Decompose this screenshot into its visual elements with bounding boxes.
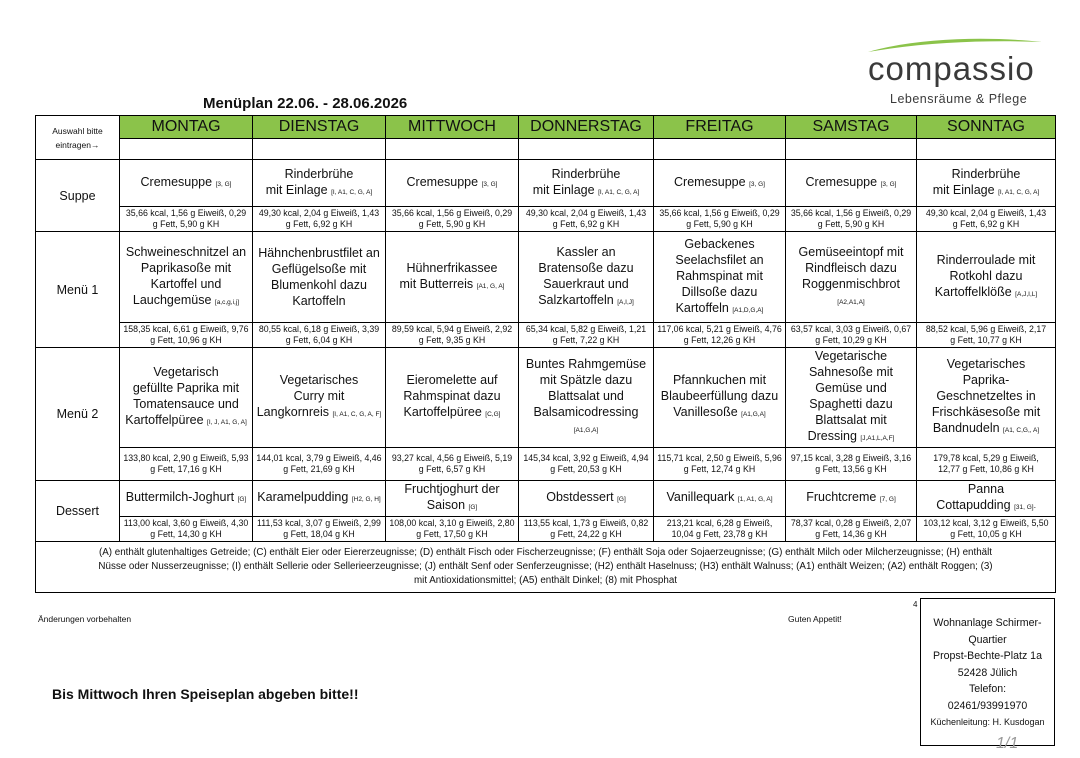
dish-text: Vegetarisch — [153, 365, 219, 379]
dish-text: Eieromelette auf — [406, 373, 498, 387]
dish-text: Buttermilch-Joghurt — [125, 490, 235, 504]
dish-text: Hühnerfrikassee — [406, 260, 498, 275]
allergen-codes: [G] — [468, 504, 478, 511]
nutrition-cell — [786, 323, 917, 348]
dish-cell — [917, 160, 1056, 207]
dish-cell — [120, 160, 253, 207]
nutrition-text: 133,80 kcal, 2,90 g Eiweiß, 5,93 — [123, 453, 249, 463]
dish-text: Roggenmischbrot — [802, 276, 900, 291]
dish-text: Sauerkraut und — [543, 276, 629, 291]
nutrition-text: g Fett, 7,22 g KH — [552, 335, 620, 345]
dish-cell — [386, 348, 519, 448]
nutrition-text: g Fett, 14,36 g KH — [815, 529, 887, 539]
dish-text: Lauchgemüse — [132, 292, 212, 307]
dish-text: gefüllte Paprika mit — [132, 381, 240, 395]
day-header: DONNERSTAG — [519, 116, 654, 139]
nutrition-text: g Fett, 20,53 g KH — [550, 464, 622, 474]
allergen-codes: [I, A1, C, G, A, F] — [332, 411, 382, 418]
dish-text: Rinderroulade mit — [936, 252, 1036, 267]
nutrition-row — [36, 448, 1056, 481]
dish-text: Obstdessert — [546, 490, 614, 504]
dish-text: Cremesuppe — [674, 174, 746, 189]
nutrition-text: g Fett, 6,92 g KH — [952, 219, 1020, 229]
dish-row — [36, 160, 1056, 207]
dish-text: Vegetarisches — [279, 373, 359, 387]
nutrition-text: g Fett, 12,74 g KH — [683, 464, 756, 474]
day-header: DIENSTAG — [253, 116, 386, 139]
selection-entry-cell[interactable] — [917, 139, 1056, 160]
dish-cell — [253, 232, 386, 323]
dish-text: Geflügelsoße mit — [271, 262, 367, 276]
allergen-codes: [A,I,J] — [617, 298, 634, 306]
nutrition-text: g Fett, 10,77 g KH — [950, 335, 1022, 345]
address-box — [920, 598, 1055, 746]
selection-hint-text: eintragen→ — [55, 139, 100, 150]
allergen-codes: [I, J, A1, G, A] — [207, 419, 247, 426]
selection-hint-text: Auswahl bitte — [52, 125, 103, 136]
dish-text: Saison — [426, 498, 466, 512]
allergen-codes: [G] — [237, 496, 247, 503]
dish-text: mit Spätzle dazu — [539, 373, 633, 387]
selection-entry-cell[interactable] — [120, 139, 253, 160]
nutrition-text: g Fett, 10,96 g KH — [150, 335, 222, 345]
dish-text: Paprika- — [962, 373, 1010, 387]
dish-text: Kartoffelpüree — [125, 413, 204, 427]
nutrition-text: g Fett, 21,69 g KH — [283, 464, 355, 474]
dish-text: Cremesuppe — [805, 174, 878, 189]
dish-row — [36, 348, 1056, 448]
nutrition-text: 10,04 g Fett, 23,78 g KH — [671, 529, 768, 539]
nutrition-text: 35,66 kcal, 1,56 g Eiweiß, 0,29 — [790, 208, 912, 218]
page-title: Menüplan 22.06. - 28.06.2026 — [203, 95, 408, 112]
row-label: Dessert — [36, 481, 120, 542]
dish-text: Curry mit — [293, 389, 345, 403]
dish-cell — [786, 348, 917, 448]
address-line: Quartier — [968, 633, 1007, 646]
dish-text: Kassler an — [556, 244, 616, 259]
allergen-codes: [A1, G, A] — [476, 282, 505, 290]
legend-line: mit Antioxidationsmittel; (A5) enthält Dinkel; (8) mit Phosphat — [414, 575, 677, 586]
nutrition-row — [36, 207, 1056, 232]
nutrition-cell — [386, 207, 519, 232]
allergen-codes: [A1, C,G,, A] — [1003, 427, 1040, 434]
allergen-codes: [A1,G,A] — [741, 411, 766, 418]
legend-line: (A) enthält glutenhaltiges Getreide; (C) enthält Eier oder Eiererzeugnisse; (D) enthält Fisch oder Fischerzeugnisse; (F) enthält Soja oder Sojaerzeugnisse; (G) enthält Milch oder Milcherzeugnisse; (H) enthält — [98, 547, 993, 558]
header-row — [36, 116, 1056, 139]
kitchen-manager: Küchenleitung: H. Kusdogan — [930, 717, 1045, 727]
nutrition-cell — [917, 448, 1056, 481]
dish-text: Seelachsfilet an — [675, 252, 764, 267]
dish-cell — [917, 232, 1056, 323]
allergen-codes: [1, A1, G, A] — [737, 496, 773, 503]
allergen-codes: [I, A1, C, G, A] — [998, 188, 1040, 196]
changes-note: Änderungen vorbehalten — [38, 614, 132, 624]
nutrition-cell — [917, 517, 1056, 542]
nutrition-text: 115,71 kcal, 2,50 g Eiweiß, 5,96 — [657, 453, 782, 463]
dish-text: Kartoffeln — [292, 294, 346, 308]
dish-text: Panna — [967, 482, 1005, 496]
dish-text: Kartoffelklöße — [934, 284, 1012, 299]
nutrition-cell — [654, 448, 786, 481]
dish-text: mit Einlage — [932, 182, 995, 197]
nutrition-cell — [253, 448, 386, 481]
nutrition-cell — [120, 207, 253, 232]
nutrition-text: 145,34 kcal, 3,92 g Eiweiß, 4,94 — [523, 453, 649, 463]
dish-text: Cremesuppe — [406, 174, 479, 189]
nutrition-text: g Fett, 9,35 g KH — [418, 335, 486, 345]
dish-text: Geschnetzeltes in — [936, 389, 1036, 403]
dish-text: Langkornreis — [256, 405, 329, 419]
allergen-codes: [7, G] — [879, 496, 896, 503]
dish-cell — [519, 481, 654, 517]
dish-cell — [253, 160, 386, 207]
dish-text: Blaubeerfüllung dazu — [660, 389, 779, 403]
nutrition-text: 117,06 kcal, 5,21 g Eiweiß, 4,76 — [657, 324, 782, 334]
dish-cell — [917, 348, 1056, 448]
page-number: 4 — [913, 600, 918, 609]
nutrition-text: g Fett, 12,26 g KH — [683, 335, 756, 345]
dish-text: Dressing — [807, 429, 857, 443]
dish-text: Dillsoße dazu — [681, 284, 758, 299]
address-line: 02461/93991970 — [947, 699, 1028, 712]
day-header: FREITAG — [654, 116, 786, 139]
dish-cell — [786, 481, 917, 517]
dish-text: Cottapudding — [936, 498, 1011, 512]
day-header: SAMSTAG — [786, 116, 917, 139]
nutrition-text: g Fett, 5,90 g KH — [686, 219, 753, 229]
nutrition-cell — [519, 448, 654, 481]
dish-text: Rinderbrühe — [551, 166, 621, 181]
nutrition-row — [36, 517, 1056, 542]
dish-cell — [253, 481, 386, 517]
dish-text: Paprikasoße mit — [140, 260, 232, 275]
address-line: Telefon: — [968, 683, 1007, 695]
nutrition-text: 113,55 kcal, 1,73 g Eiweiß, 0,82 — [523, 518, 649, 528]
dish-cell — [786, 232, 917, 323]
allergen-codes: [3, G] — [880, 180, 897, 188]
legend-row — [36, 542, 1056, 593]
nutrition-cell — [386, 448, 519, 481]
nutrition-text: 12,77 g Fett, 10,86 g KH — [938, 464, 1034, 474]
dish-cell — [786, 160, 917, 207]
dish-cell — [654, 160, 786, 207]
allergen-codes: [3, G] — [481, 180, 498, 188]
nutrition-cell — [786, 517, 917, 542]
dish-cell — [386, 481, 519, 517]
nutrition-cell — [917, 323, 1056, 348]
selection-entry-cell[interactable] — [519, 139, 654, 160]
dish-text: Balsamicodressing — [533, 405, 639, 419]
allergen-codes: [31, G]- — [1014, 504, 1036, 511]
allergen-codes: [I, A1, C, G, A] — [331, 188, 373, 196]
dish-text: Frischkäsesoße mit — [931, 405, 1041, 419]
nutrition-text: g Fett, 6,04 g KH — [285, 335, 353, 345]
allergen-codes: [I, A1, C, G, A] — [598, 188, 640, 196]
dish-text: Blattsalat und — [548, 389, 624, 403]
dish-text: Spaghetti dazu — [809, 397, 893, 411]
nutrition-text: g Fett, 10,05 g KH — [950, 529, 1022, 539]
dish-text: Rotkohl dazu — [949, 268, 1023, 283]
nutrition-text: 88,52 kcal, 5,96 g Eiweiß, 2,17 — [925, 324, 1047, 334]
dish-text: Rahmspinat mit — [676, 268, 763, 283]
nutrition-text: g Fett, 5,90 g KH — [817, 219, 885, 229]
dish-cell — [654, 232, 786, 323]
dish-text: Bratensoße dazu — [538, 260, 634, 275]
nutrition-text: 111,53 kcal, 3,07 g Eiweiß, 2,99 — [257, 518, 381, 528]
allergen-codes: [J,A1,L,A,F] — [860, 435, 895, 442]
selection-entry-cell[interactable] — [654, 139, 786, 160]
day-header: MONTAG — [120, 116, 253, 139]
nutrition-text: 144,01 kcal, 3,79 g Eiweiß, 4,46 — [256, 453, 382, 463]
dish-text: Rahmspinat dazu — [403, 389, 501, 403]
nutrition-text: g Fett, 14,30 g KH — [150, 529, 222, 539]
row-label: Suppe — [36, 160, 120, 232]
dish-text: Buntes Rahmgemüse — [525, 357, 647, 371]
dish-text: mit Einlage — [532, 182, 595, 197]
nutrition-cell — [519, 517, 654, 542]
nutrition-cell — [120, 323, 253, 348]
row-label: Menü 2 — [36, 348, 120, 481]
dish-text: Blattsalat mit — [815, 413, 887, 427]
allergen-codes: [A1,D,G,A] — [732, 306, 764, 314]
dish-text: Gebackenes — [684, 236, 755, 251]
nutrition-text: 89,59 kcal, 5,94 g Eiweiß, 2,92 — [391, 324, 513, 334]
allergen-codes: [A2,A1,A] — [837, 298, 865, 306]
dish-cell — [253, 348, 386, 448]
dish-cell — [519, 348, 654, 448]
nutrition-text: g Fett, 6,92 g KH — [285, 219, 353, 229]
logo-tagline: Lebensräume & Pflege — [890, 92, 1028, 106]
nutrition-text: 49,30 kcal, 2,04 g Eiweiß, 1,43 — [525, 208, 647, 218]
dish-row — [36, 232, 1056, 323]
dish-cell — [654, 348, 786, 448]
dish-cell — [386, 232, 519, 323]
nutrition-text: 49,30 kcal, 2,04 g Eiweiß, 1,43 — [258, 208, 380, 218]
nutrition-cell — [654, 323, 786, 348]
logo-wordmark: compassio — [868, 50, 1035, 87]
dish-cell — [120, 348, 253, 448]
dish-text: Fruchtcreme — [806, 490, 877, 504]
selection-entry-cell[interactable] — [386, 139, 519, 160]
nutrition-cell — [917, 207, 1056, 232]
nutrition-text: 49,30 kcal, 2,04 g Eiweiß, 1,43 — [925, 208, 1047, 218]
nutrition-text: g Fett, 17,16 g KH — [150, 464, 222, 474]
nutrition-text: 93,27 kcal, 4,56 g Eiweiß, 5,19 — [391, 453, 513, 463]
allergen-codes: [a,c,g,i,j] — [214, 298, 240, 306]
dish-text: Schweineschnitzel an — [125, 244, 247, 259]
nutrition-cell — [786, 448, 917, 481]
nutrition-text: g Fett, 5,90 g KH — [152, 219, 220, 229]
dish-text: Rindfleisch dazu — [805, 260, 897, 275]
nutrition-text: g Fett, 5,90 g KH — [418, 219, 486, 229]
dish-text: Gemüse und — [815, 381, 887, 395]
nutrition-text: 35,66 kcal, 1,56 g Eiweiß, 0,29 — [125, 208, 247, 218]
nutrition-cell — [120, 448, 253, 481]
dish-cell — [120, 232, 253, 323]
nutrition-cell — [519, 323, 654, 348]
nutrition-text: g Fett, 13,56 g KH — [815, 464, 887, 474]
nutrition-cell — [253, 207, 386, 232]
nutrition-text: g Fett, 10,29 g KH — [815, 335, 887, 345]
dish-text: Blumenkohl dazu — [271, 278, 367, 292]
dish-text: Cremesuppe — [140, 174, 213, 189]
nutrition-cell — [786, 207, 917, 232]
nutrition-cell — [386, 517, 519, 542]
nutrition-text: g Fett, 18,04 g KH — [283, 529, 355, 539]
nutrition-text: 80,55 kcal, 6,18 g Eiweiß, 3,39 — [258, 324, 380, 334]
day-header: SONNTAG — [917, 116, 1056, 139]
nutrition-cell — [253, 517, 386, 542]
dish-text: Bandnudeln — [932, 421, 1000, 435]
nutrition-text: 65,34 kcal, 5,82 g Eiweiß, 1,21 — [525, 324, 647, 334]
dish-text: Kartoffel und — [150, 276, 222, 291]
allergen-codes: [A,J,I,L] — [1015, 290, 1038, 298]
nutrition-cell — [654, 207, 786, 232]
allergen-codes: [H2, G, H] — [351, 496, 381, 503]
dish-text: Gemüseeintopf mit — [798, 244, 904, 259]
day-header: MITTWOCH — [386, 116, 519, 139]
selection-hint-cell — [36, 116, 120, 160]
nutrition-text: 35,66 kcal, 1,56 g Eiweiß, 0,29 — [391, 208, 513, 218]
dish-text: Vegetarisches — [946, 357, 1026, 371]
nutrition-text: 78,37 kcal, 0,28 g Eiweiß, 2,07 — [790, 518, 912, 528]
dish-cell — [654, 481, 786, 517]
address-line: Wohnanlage Schirmer- — [933, 617, 1042, 629]
allergen-codes: [G] — [617, 496, 626, 503]
dish-text: Vanillesoße — [673, 405, 738, 419]
nutrition-cell — [120, 517, 253, 542]
dish-text: Rinderbrühe — [951, 166, 1021, 181]
page-mark: 1/1 — [996, 735, 1019, 752]
selection-entry-cell[interactable] — [253, 139, 386, 160]
dish-text: Kartoffeln — [675, 300, 729, 315]
nutrition-text: 213,21 kcal, 6,28 g Eiweiß, — [666, 518, 773, 528]
selection-row — [36, 139, 1056, 160]
allergen-legend — [36, 542, 1056, 593]
nutrition-row — [36, 323, 1056, 348]
dish-text: Salzkartoffeln — [538, 292, 614, 307]
dish-text: Vanillequark — [666, 490, 735, 504]
dish-text: Kartoffelpüree — [403, 405, 482, 419]
dish-text: Karamelpudding — [257, 490, 349, 504]
nutrition-text: 158,35 kcal, 6,61 g Eiweiß, 9,76 — [123, 324, 249, 334]
dish-text: Fruchtjoghurt der — [404, 482, 500, 496]
nutrition-cell — [253, 323, 386, 348]
allergen-codes: [C,G] — [485, 411, 501, 418]
allergen-codes: [3, G] — [215, 180, 232, 188]
dish-text: mit Butterreis — [399, 276, 474, 291]
nutrition-text: 103,12 kcal, 3,12 g Eiweiß, 5,50 — [923, 518, 1049, 528]
nutrition-text: 35,66 kcal, 1,56 g Eiweiß, 0,29 — [659, 208, 780, 218]
dish-text: Sahnesoße mit — [808, 365, 894, 379]
nutrition-cell — [519, 207, 654, 232]
allergen-codes: [3, G] — [749, 180, 765, 188]
nutrition-text: 63,57 kcal, 3,03 g Eiweiß, 0,67 — [790, 324, 912, 334]
selection-entry-cell[interactable] — [786, 139, 917, 160]
nutrition-text: 113,00 kcal, 3,60 g Eiweiß, 4,30 — [123, 518, 249, 528]
nutrition-text: g Fett, 24,22 g KH — [550, 529, 622, 539]
dish-cell — [120, 481, 253, 517]
dish-cell — [917, 481, 1056, 517]
dish-text: Hähnchenbrustfilet an — [258, 246, 380, 260]
dish-cell — [519, 160, 654, 207]
address-line: 52428 Jülich — [957, 666, 1018, 679]
row-label: Menü 1 — [36, 232, 120, 348]
nutrition-text: g Fett, 17,50 g KH — [416, 529, 488, 539]
nutrition-text: 97,15 kcal, 3,28 g Eiweiß, 3,16 — [790, 453, 912, 463]
nutrition-text: 179,78 kcal, 5,29 g Eiweiß, — [933, 453, 1039, 463]
nutrition-text: g Fett, 6,92 g KH — [552, 219, 620, 229]
allergen-codes: [A1,G,A] — [573, 427, 599, 434]
legend-line: Nüsse oder Nusserzeugnisse; (I) enthält Sellerie oder Sellerieerzeugnisse; (J) enthält Senf oder Senferzeugnisse; (H2) enthält Haselnuss; (H3) enthält Walnuss; (A1) enthält Weizen; (A2) enthält Roggen; (3) — [98, 561, 993, 572]
bon-appetit-note: Guten Appetit! — [788, 614, 842, 624]
dish-text: Vegetarische — [814, 349, 888, 363]
deadline-note: Bis Mittwoch Ihren Speiseplan abgeben bitte!! — [52, 686, 359, 702]
address-line: Propst-Bechte-Platz 1a — [933, 650, 1042, 662]
nutrition-text: 108,00 kcal, 3,10 g Eiweiß, 2,80 — [389, 518, 515, 528]
dish-cell — [386, 160, 519, 207]
dish-text: Pfannkuchen mit — [672, 373, 767, 387]
dish-cell — [519, 232, 654, 323]
menu-table — [35, 115, 1056, 593]
dish-text: Rinderbrühe — [284, 166, 354, 181]
nutrition-text: g Fett, 6,57 g KH — [418, 464, 486, 474]
dish-row — [36, 481, 1056, 517]
nutrition-cell — [386, 323, 519, 348]
dish-text: Tomatensauce und — [133, 397, 239, 411]
nutrition-cell — [654, 517, 786, 542]
dish-text: mit Einlage — [265, 182, 328, 197]
